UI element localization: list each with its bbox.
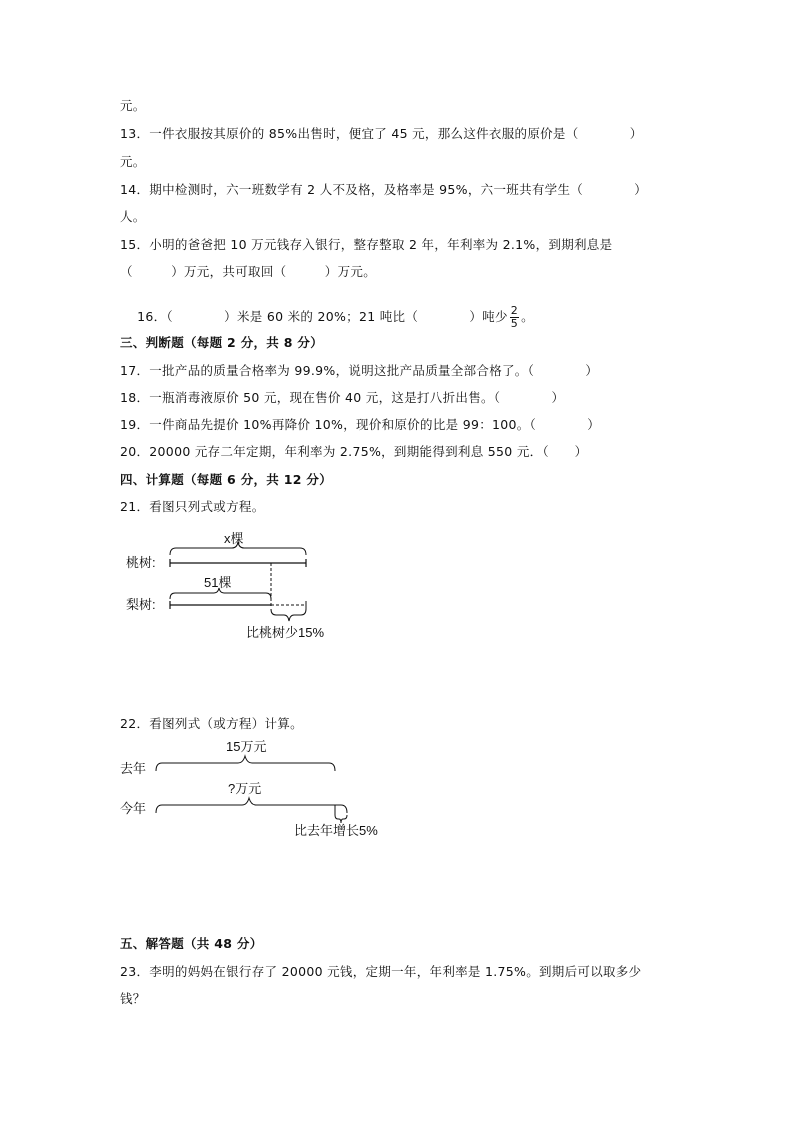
- top-brace: [170, 542, 306, 555]
- question-20: 20．20000 元存二年定期，年利率为 2.75%，到期能得到利息 550 元．（ ）: [120, 444, 588, 459]
- this-year-label: 今年: [120, 801, 147, 816]
- section-3-heading: 三、判断题（每题 2 分，共 8 分）: [120, 335, 324, 350]
- difference-brace: [271, 609, 306, 621]
- question-23-cont: 钱？: [120, 991, 146, 1006]
- section-4-heading: 四、计算题（每题 6 分，共 12 分）: [120, 472, 333, 487]
- question-13-cont: 元。: [120, 154, 146, 169]
- question-16-end: 。: [521, 309, 534, 324]
- question-13: 13．一件衣服按其原价的 85%出售时，便宜了 45 元，那么这件衣服的原价是（ ）: [120, 126, 643, 141]
- revenue-diagram: [120, 735, 400, 845]
- growth-label: 比去年增长5%: [294, 823, 378, 838]
- less-label: 比桃树少15%: [246, 625, 325, 640]
- pear-count-label: 51棵: [204, 575, 232, 590]
- this-amount-label: ?万元: [228, 781, 262, 796]
- last-year-brace: [156, 756, 335, 771]
- question-14: 14．期中检测时，六一班数学有 2 人不及格，及格率是 95%，六一班共有学生（ ）: [120, 182, 648, 197]
- question-16-text: 16．（ ）米是 60 米的 20%；21 吨比（ ）吨少: [137, 309, 508, 324]
- question-17: 17．一批产品的质量合格率为 99.9%，说明这批产品质量全部合格了。（ ）: [120, 363, 599, 378]
- pear-label: 梨树:: [126, 597, 156, 612]
- fraction: [510, 305, 519, 330]
- question-18: 18．一瓶消毒液原价 50 元，现在售价 40 元，这是打八折出售。（ ）: [120, 390, 565, 405]
- growth-brace: [335, 815, 347, 823]
- x-trees-label: x棵: [224, 531, 244, 546]
- question-21: 21．看图只列式或方程。: [120, 499, 265, 514]
- section-5-heading: 五、解答题（共 48 分）: [120, 936, 263, 951]
- question-14-cont: 人。: [120, 209, 146, 224]
- text-line: 元。: [120, 98, 146, 113]
- peach-label: 桃树:: [126, 555, 156, 570]
- last-year-label: 去年: [120, 761, 147, 776]
- question-19: 19．一件商品先提价 10%再降价 10%，现价和原价的比是 99：100。（ ）: [120, 417, 601, 432]
- last-amount-label: 15万元: [226, 739, 267, 754]
- question-15: 15．小明的爸爸把 10 万元钱存入银行，整存整取 2 年，年利率为 2.1%，到期利息是: [120, 237, 613, 252]
- question-15-cont: （ ）万元，共可取回（ ）万元。: [120, 264, 377, 279]
- this-year-brace: [156, 798, 347, 813]
- tree-diagram: [120, 525, 360, 645]
- fraction-denominator: 5: [510, 317, 519, 330]
- question-23: 23．李明的妈妈在银行存了 20000 元钱，定期一年，年利率是 1.75%。到期后可以取多少: [120, 964, 642, 979]
- fraction-numerator: 2: [510, 304, 519, 317]
- question-22: 22．看图列式（或方程）计算。: [120, 716, 303, 731]
